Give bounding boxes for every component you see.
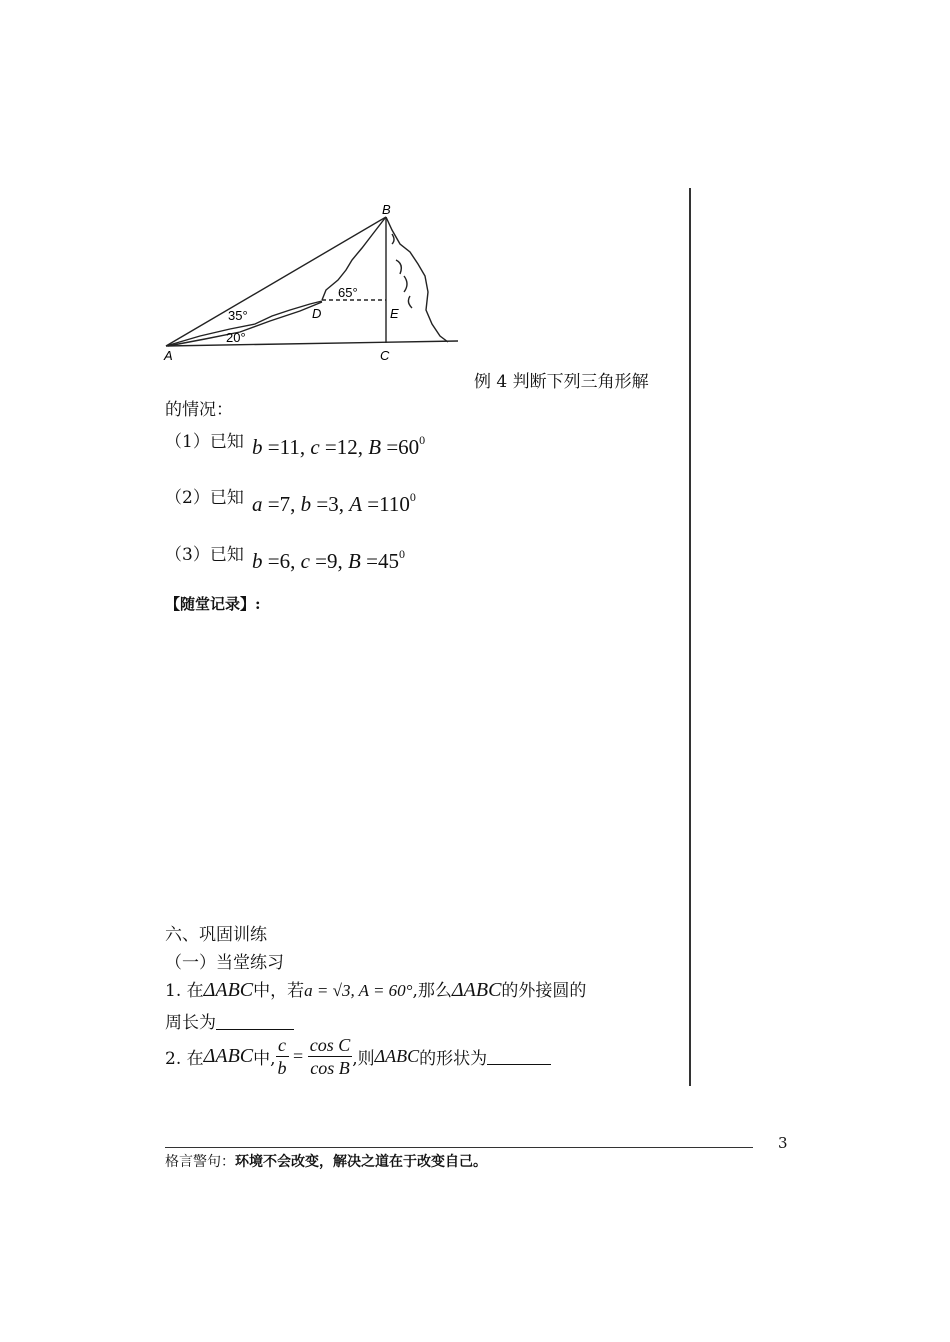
example4-item-2-label: （2）已知 [165, 488, 244, 508]
label-a: A [164, 348, 173, 363]
example4-item-2-expr: a =7, b =3, $A =110^0$ [252, 490, 416, 516]
section6-subtitle: （一）当堂练习 [165, 953, 284, 973]
example4-item-1-label: （1）已知 [165, 432, 244, 452]
label-d: D [312, 306, 322, 321]
mountain-back [386, 217, 448, 342]
label-c: C [380, 348, 390, 363]
footer [165, 1151, 487, 1171]
label-b: B [382, 202, 391, 217]
fraction-c-over-b: $\frac{c}{b}$ [277, 1035, 287, 1078]
angle-20: 20° [226, 330, 246, 345]
notes-heading: 【随堂记录】: [165, 595, 261, 613]
example4-item-3-expr: b =6, c =9, $B =45^0$ [252, 547, 405, 573]
question-2: 2. 在ΔABC中, $\frac{c}{b}$ = $\frac{\text{cos C}}{\text{cos B}}$ ,则ΔABC的形状为 [165, 1034, 551, 1079]
angle-35: 35° [228, 308, 248, 323]
footer-quote: 环境不会改变，解决之道在于改变自己。 [235, 1154, 487, 1170]
angle-65: 65° [338, 285, 358, 300]
question-1: 1. 在ΔABC中，若a = √3, A = 60°,那么ΔABC的外接圆的 [165, 979, 587, 1001]
answer-blank-2[interactable] [487, 1048, 551, 1065]
section6-title: 六、巩固训练 [165, 925, 267, 945]
question-1-line2: 周长为 [165, 1008, 294, 1033]
column-divider [689, 188, 691, 1086]
page-number: 3 [778, 1134, 788, 1152]
footer-label: 格言警句： [165, 1154, 235, 1170]
ground-line [166, 341, 458, 346]
example4-item-3-label: （3）已知 [165, 545, 244, 565]
example4-title: 例 4 判断下列三角形解 [474, 372, 649, 392]
label-e: E [390, 306, 399, 321]
answer-blank-1[interactable] [216, 1013, 294, 1030]
example4-item-1-expr: b =11, c =12, $B =60^0$ [252, 433, 426, 459]
fraction-cos: $\frac{\text{cos C}}{\text{cos B}}$ [309, 1035, 351, 1078]
footer-rule [165, 1147, 753, 1148]
mountain-figure [160, 200, 465, 370]
line-ab [166, 217, 386, 346]
example4-title-cont: 的情况： [165, 400, 233, 420]
